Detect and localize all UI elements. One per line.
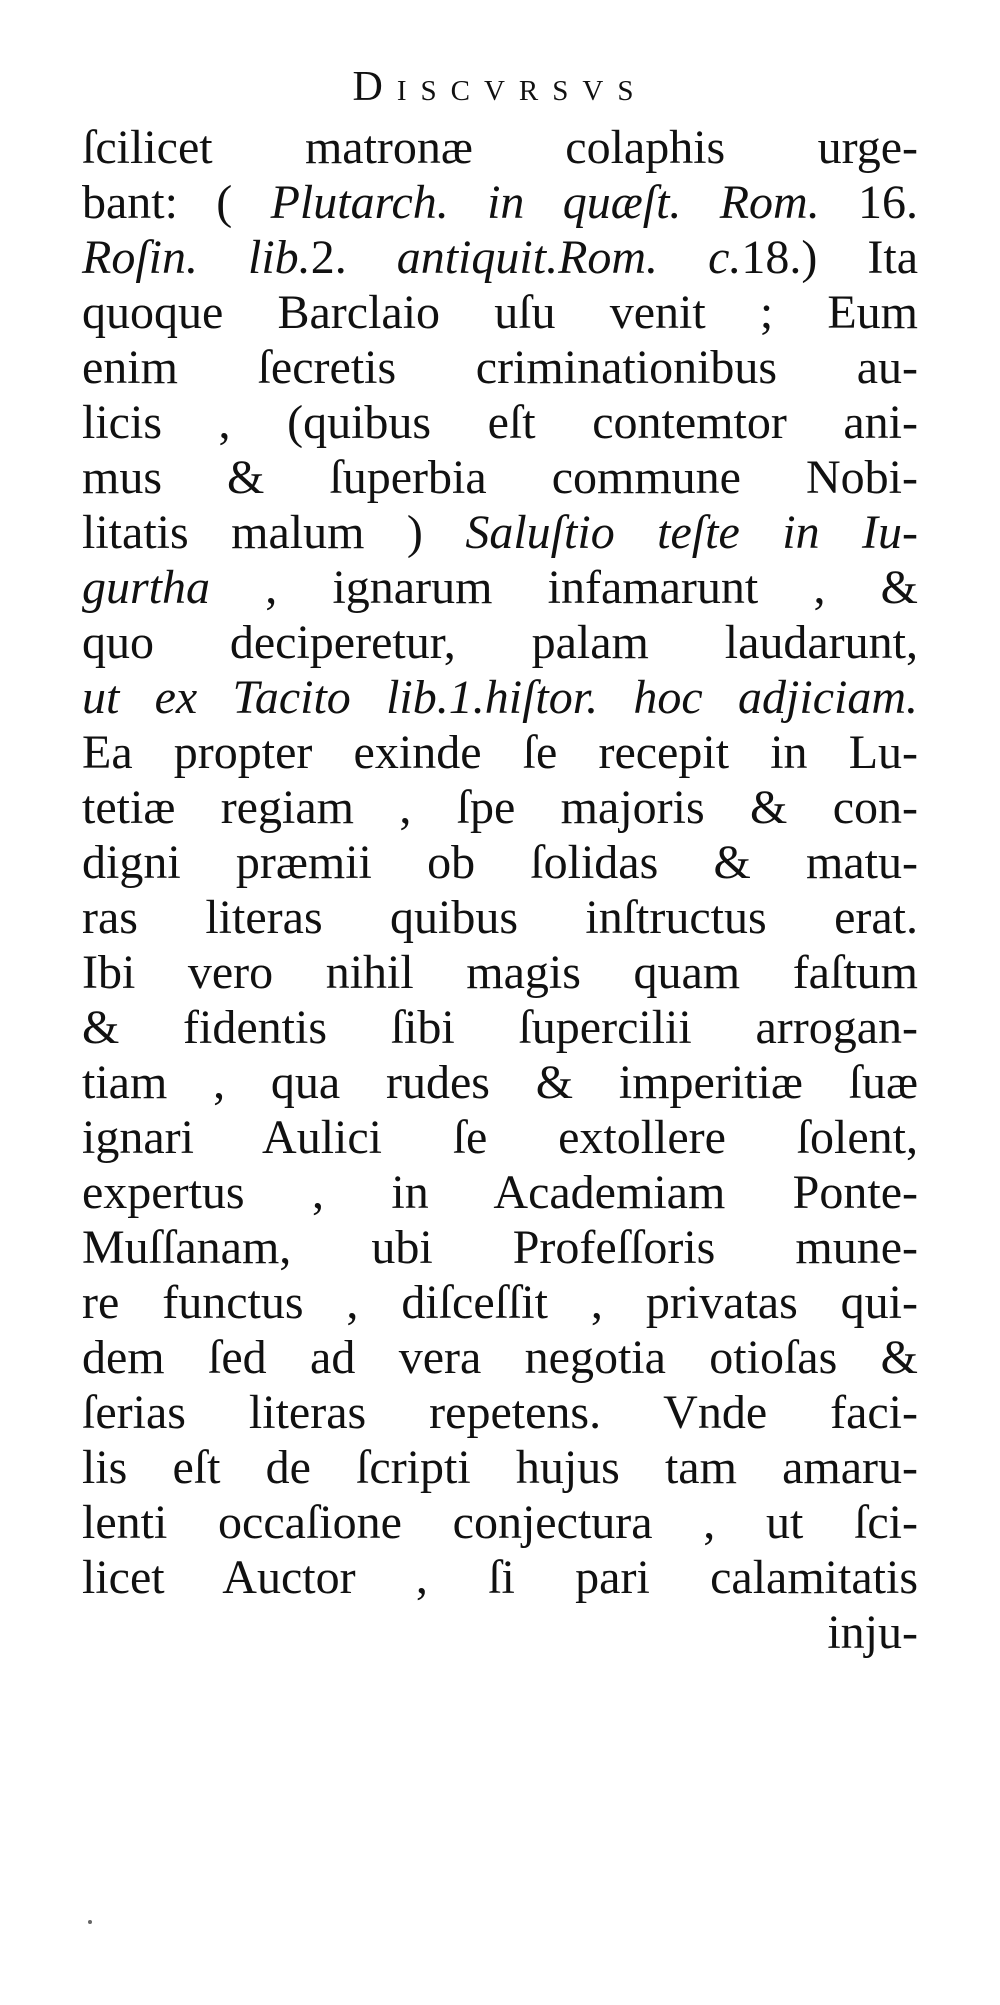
text-segment: , ignarum infamarunt , &: [210, 561, 918, 614]
text-segment: Ea propter exinde ſe recepit in Lu-: [82, 726, 918, 779]
text-segment: ſcilicet matronæ colaphis urge-: [82, 121, 918, 174]
text-line: [82, 175, 918, 230]
text-line: [82, 1000, 918, 1055]
text-line: [82, 945, 918, 1000]
text-line: [82, 835, 918, 890]
text-segment: mus & ſuperbia commune Nobi-: [82, 451, 918, 504]
stray-dot-mark: [88, 1920, 92, 1924]
italic-segment: gurtha: [82, 561, 211, 614]
italic-segment: Saluſtio teſte in Iu-: [465, 506, 918, 559]
text-line: [82, 1055, 918, 1110]
text-segment: bant: (: [82, 176, 271, 229]
text-line: [82, 1275, 918, 1330]
text-segment: ſerias literas repetens. Vnde faci-: [82, 1386, 918, 1439]
text-segment: lenti occaſione conjectura , ut ſci-: [82, 1496, 918, 1549]
text-line: [82, 1110, 918, 1165]
text-segment: ras literas quibus inſtructus erat.: [82, 891, 918, 944]
text-segment: quoque Barclaio uſu venit ; Eum: [82, 286, 918, 339]
text-line: [82, 560, 918, 615]
italic-segment: antiquit.Rom. c.: [396, 231, 742, 284]
text-segment: 2.: [310, 231, 397, 284]
text-segment: dem ſed ad vera negotia otioſas &: [82, 1331, 918, 1384]
text-line: [82, 615, 918, 670]
text-segment: re functus , diſceſſit , privatas qui-: [82, 1276, 918, 1329]
text-segment: litatis malum ): [82, 506, 466, 559]
text-segment: 18.) Ita: [741, 231, 919, 284]
text-line: [82, 670, 918, 725]
text-line: [82, 1440, 918, 1495]
text-line: [82, 230, 918, 285]
text-line: [82, 450, 918, 505]
text-segment: licis , (quibus eſt contemtor ani-: [82, 396, 918, 449]
running-head: Discvrsvs: [352, 64, 648, 110]
text-line: [82, 120, 918, 175]
text-line: [82, 1550, 918, 1605]
text-line: [82, 340, 918, 395]
text-segment: tetiæ regiam , ſpe majoris & con-: [82, 781, 918, 834]
text-segment: & fidentis ſibi ſupercilii arrogan-: [82, 1001, 918, 1054]
text-segment: expertus , in Academiam Ponte-: [82, 1166, 918, 1219]
italic-segment: ut ex Tacito lib.1.hiſtor. hoc adjiciam.: [82, 671, 918, 724]
text-segment: digni præmii ob ſolidas & matu-: [82, 836, 918, 889]
text-segment: licet Auctor , ſi pari calamitatis: [82, 1551, 918, 1604]
text-line: [82, 1220, 918, 1275]
text-line: [82, 1330, 918, 1385]
text-line: [82, 285, 918, 340]
text-line: [82, 780, 918, 835]
text-line: [82, 725, 918, 780]
text-line: [82, 395, 918, 450]
text-line: [82, 890, 918, 945]
text-segment: tiam , qua rudes & imperitiæ ſuæ: [82, 1056, 918, 1109]
text-line: [82, 1165, 918, 1220]
body-text: [82, 120, 918, 1660]
text-line: [82, 1495, 918, 1550]
text-segment: enim ſecretis criminationibus au-: [82, 341, 918, 394]
catchword: inju-: [827, 1606, 918, 1659]
text-segment: Ibi vero nihil magis quam faſtum: [82, 946, 918, 999]
text-segment: ignari Aulici ſe extollere ſolent,: [82, 1111, 918, 1164]
text-segment: 16.: [819, 176, 919, 229]
text-segment: quo deciperetur, palam laudarunt,: [82, 616, 918, 669]
italic-segment: Plutarch. in quæſt. Rom.: [270, 176, 820, 229]
italic-segment: Roſin. lib.: [82, 231, 311, 284]
text-segment: Muſſanam, ubi Profeſſoris mune-: [82, 1221, 918, 1274]
text-segment: lis eſt de ſcripti hujus tam amaru-: [82, 1441, 918, 1494]
text-line: [82, 1385, 918, 1440]
text-line: [82, 505, 918, 560]
